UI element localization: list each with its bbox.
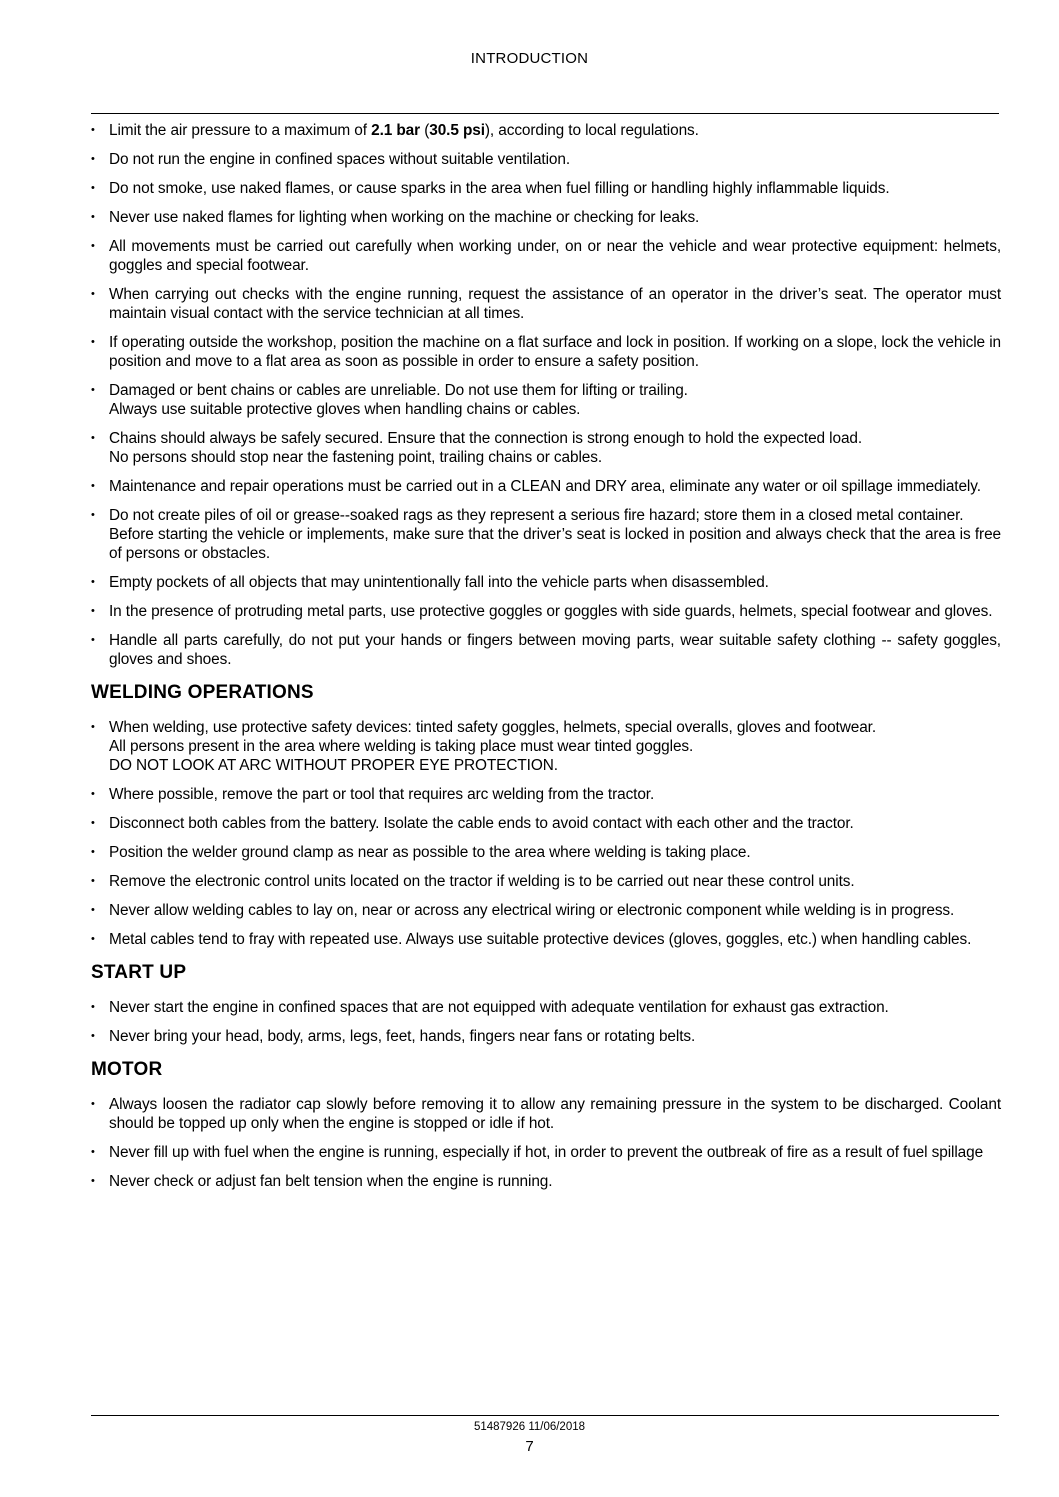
list-item: • Position the welder ground clamp as near as possible to the area where welding is taking place. [91,843,1001,862]
startup-list [91,998,1001,1046]
pressure-bar-value: 2.1 bar [371,122,421,139]
page-header-title: INTRODUCTION [470,50,589,67]
list-item: • Never fill up with fuel when the engine is running, especially if hot, in order to prevent the outbreak of fire as a result of fuel spillage [91,1143,1001,1162]
list-item: • If operating outside the workshop, position the machine on a flat surface and lock in position. If working on a slope, lock the vehicle in position and move to a flat area as soon as possible in order to ensure a safety position. [91,333,1001,371]
list-item: • Limit the air pressure to a maximum of 2.1 bar (30.5 psi), according to local regulations. [91,121,1001,140]
list-item: • When carrying out checks with the engine running, request the assistance of an operator in the driver’s seat. The operator must maintain visual contact with the service technician at all times. [91,285,1001,323]
list-item: • Always loosen the radiator cap slowly before removing it to allow any remaining pressure in the system to be discharged. Coolant should be topped up only when the engine is stopped or idle if hot. [91,1095,1001,1133]
list-item: • Maintenance and repair operations must be carried out in a CLEAN and DRY area, eliminate any water or oil spillage immediately. [91,477,1001,496]
document-code: 51487926 11/06/2018 [473,1421,586,1433]
list-item: • All movements must be carried out carefully when working under, on or near the vehicle and wear protective equipment: helmets, goggles and special footwear. [91,237,1001,275]
list-item: • Never start the engine in confined spaces that are not equipped with adequate ventilation for exhaust gas extraction. [91,998,1001,1017]
pressure-psi-value: 30.5 psi [429,122,485,139]
list-item: • Do not run the engine in confined spaces without suitable ventilation. [91,150,1001,169]
list-item: • Never allow welding cables to lay on, near or across any electrical wiring or electronic component while welding is in progress. [91,901,1001,920]
page-content [91,121,1001,1201]
list-item: • Metal cables tend to fray with repeated use. Always use suitable protective devices (gloves, goggles, etc.) when handling cables. [91,930,1001,949]
welding-heading: WELDING OPERATIONS [91,682,314,703]
footer-rule [91,1415,999,1416]
motor-heading: MOTOR [91,1059,163,1080]
list-item: • Chains should always be safely secured. Ensure that the connection is strong enough to hold the expected load. No persons should stop near the fastening point, trailing chains or cables. [91,429,1001,467]
list-item: • Disconnect both cables from the battery. Isolate the cable ends to avoid contact with each other and the tractor. [91,814,1001,833]
list-item: • When welding, use protective safety devices: tinted safety goggles, helmets, special overalls, gloves and footwear. All persons present in the area where welding is taking place must wear tinted goggles. DO NOT LOOK AT ARC WITHOUT PROPER EYE PROTECTION. [91,718,1001,775]
startup-heading: START UP [91,962,187,983]
motor-list [91,1095,1001,1191]
list-item: • Never bring your head, body, arms, legs, feet, hands, fingers near fans or rotating belts. [91,1027,1001,1046]
list-item: • In the presence of protruding metal parts, use protective goggles or goggles with side guards, helmets, special footwear and gloves. [91,602,1001,621]
list-item: • Empty pockets of all objects that may unintentionally fall into the vehicle parts when disassembled. [91,573,1001,592]
list-item: • Where possible, remove the part or tool that requires arc welding from the tractor. [91,785,1001,804]
header-rule [91,113,999,114]
list-item: • Do not smoke, use naked flames, or cause sparks in the area when fuel filling or handling highly inflammable liquids. [91,179,1001,198]
list-item: • Handle all parts carefully, do not put your hands or fingers between moving parts, wear suitable safety clothing -- safety goggles, gloves and shoes. [91,631,1001,669]
list-item: • Never check or adjust fan belt tension when the engine is running. [91,1172,1001,1191]
page-number: 7 [525,1438,534,1455]
welding-list [91,718,1001,949]
list-item: • Remove the electronic control units located on the tractor if welding is to be carried out near these control units. [91,872,1001,891]
list-item: • Do not create piles of oil or grease--soaked rags as they represent a serious fire hazard; store them in a closed metal container. Before starting the vehicle or implements, make sure that the driver’s seat is locked in position and always check that the area is free of persons or obstacles. [91,506,1001,563]
list-item: • Never use naked flames for lighting when working on the machine or checking for leaks. [91,208,1001,227]
list-item: • Damaged or bent chains or cables are unreliable. Do not use them for lifting or trailing. Always use suitable protective gloves when handling chains or cables. [91,381,1001,419]
intro-list [91,121,1001,669]
